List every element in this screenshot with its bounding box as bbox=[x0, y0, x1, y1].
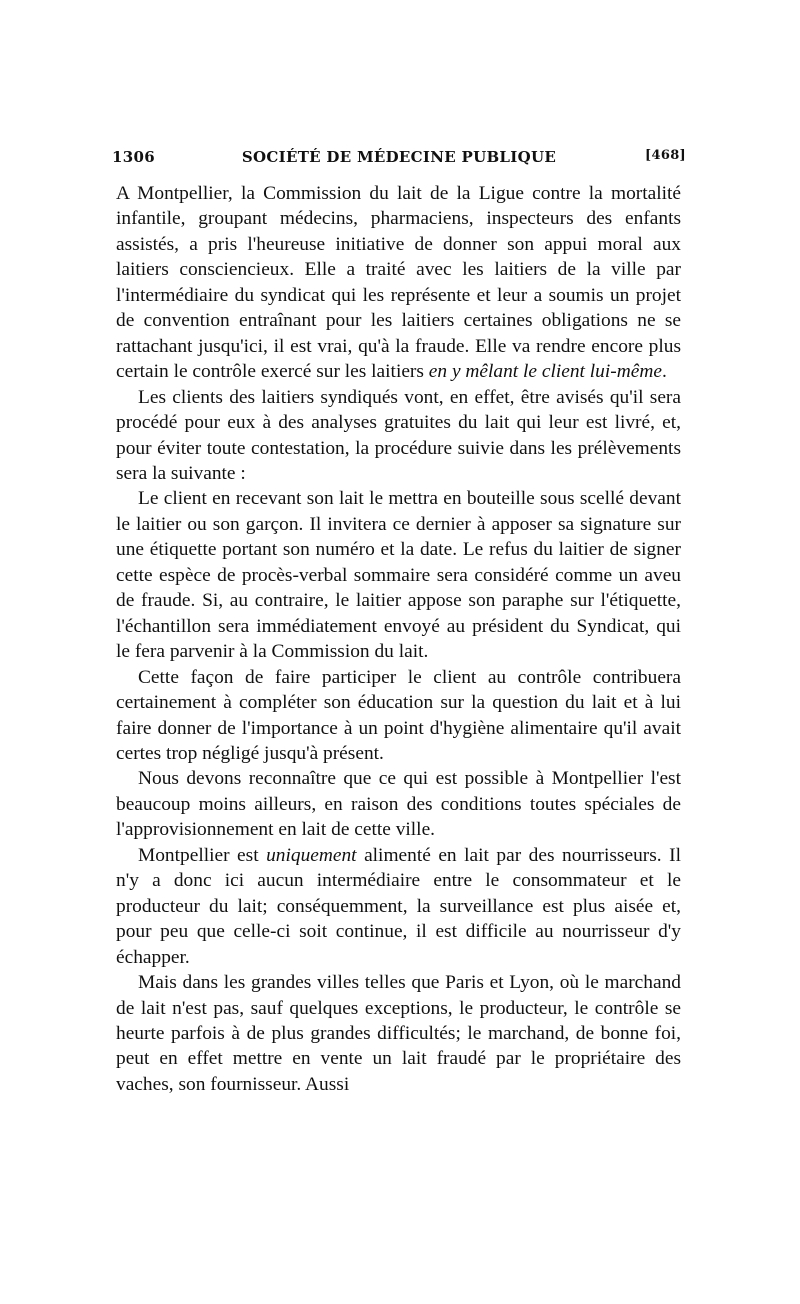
italic-text: uniquement bbox=[266, 844, 357, 866]
text-run: Montpellier est bbox=[138, 844, 267, 866]
text-run: alimenté en lait par des nourrisseurs. Il n'y a donc ici aucun intermédiaire entre le consommateur et le producteur du lait; conséquemment, la surveillance est plus aisée et, pour peu que celle-ci soit continue, il est difficile au nourrisseur d'y échapper. bbox=[116, 844, 681, 968]
paragraph bbox=[116, 486, 681, 664]
paragraph bbox=[116, 970, 681, 1097]
paragraph bbox=[116, 843, 681, 970]
italic-text: en y mêlant le client lui-même bbox=[428, 361, 662, 383]
text-run: Les clients des laitiers syndiqués vont, en effet, être avisés qu'il sera procédé pour eux à des analyses gratuites du lait qui leur est livré, et, pour éviter toute contestation, la procédure suivie dans les prélèvements sera la suivante : bbox=[116, 386, 681, 484]
text-run: A Montpellier, la Commission du lait de la Ligue contre la mortalité infantile, groupant médecins, pharmaciens, inspecteurs des enfants assistés, a pris l'heureuse initiative de donner son appui moral aux laitiers consciencieux. Elle a traité avec les laitiers de la ville par l'intermédiaire du syndicat qui les représente et leur a soumis un projet de convention entraînant pour les laitiers certaines obligations ne se rattachant jusqu'ici, il est vrai, qu'à la fraude. Elle va rendre encore plus certain le contrôle exercé sur les laitiers bbox=[116, 183, 681, 383]
bracket-page-number: [468] bbox=[645, 148, 686, 163]
page-number: 1306 bbox=[112, 148, 155, 166]
paragraph bbox=[116, 181, 681, 385]
body-text bbox=[116, 181, 681, 1097]
text-run: . bbox=[661, 361, 667, 383]
text-run: Nous devons reconnaître que ce qui est possible à Montpellier l'est beaucoup moins ailleurs, en raison des conditions toutes spéciales de l'approvisionnement en lait de cette ville. bbox=[116, 768, 681, 841]
paragraph bbox=[116, 665, 681, 767]
text-run: Mais dans les grandes villes telles que Paris et Lyon, où le marchand de lait n'est pas, sauf quelques exceptions, le producteur, le contrôle se heurte parfois à de plus grandes difficultés; le marchand, de bonne foi, peut en effet mettre en vente un lait fraudé par le propriétaire des vaches, son fournisseur. Aussi bbox=[116, 972, 681, 1095]
text-run: Cette façon de faire participer le client au contrôle contribuera certainement à compléter son éducation sur la question du lait et à lui faire donner de l'importance à un point d'hygiène alimentaire qu'il avait certes trop négligé jusqu'à présent. bbox=[116, 666, 681, 764]
text-run: Le client en recevant son lait le mettra en bouteille sous scellé devant le laitier ou son garçon. Il invitera ce dernier à apposer sa signature sur une étiquette portant son numéro et la date. Le refus du laitier de signer cette espèce de procès-verbal sommaire sera considéré comme un aveu de fraude. Si, au contraire, le laitier appose son paraphe sur l'étiquette, l'échantillon sera immédiatement envoyé au président du Syndicat, qui le fera parvenir à la Commission du lait. bbox=[116, 488, 681, 663]
paragraph bbox=[116, 385, 681, 487]
paragraph bbox=[116, 766, 681, 842]
running-title: SOCIÉTÉ DE MÉDECINE PUBLIQUE bbox=[241, 148, 557, 166]
running-header bbox=[112, 148, 686, 172]
